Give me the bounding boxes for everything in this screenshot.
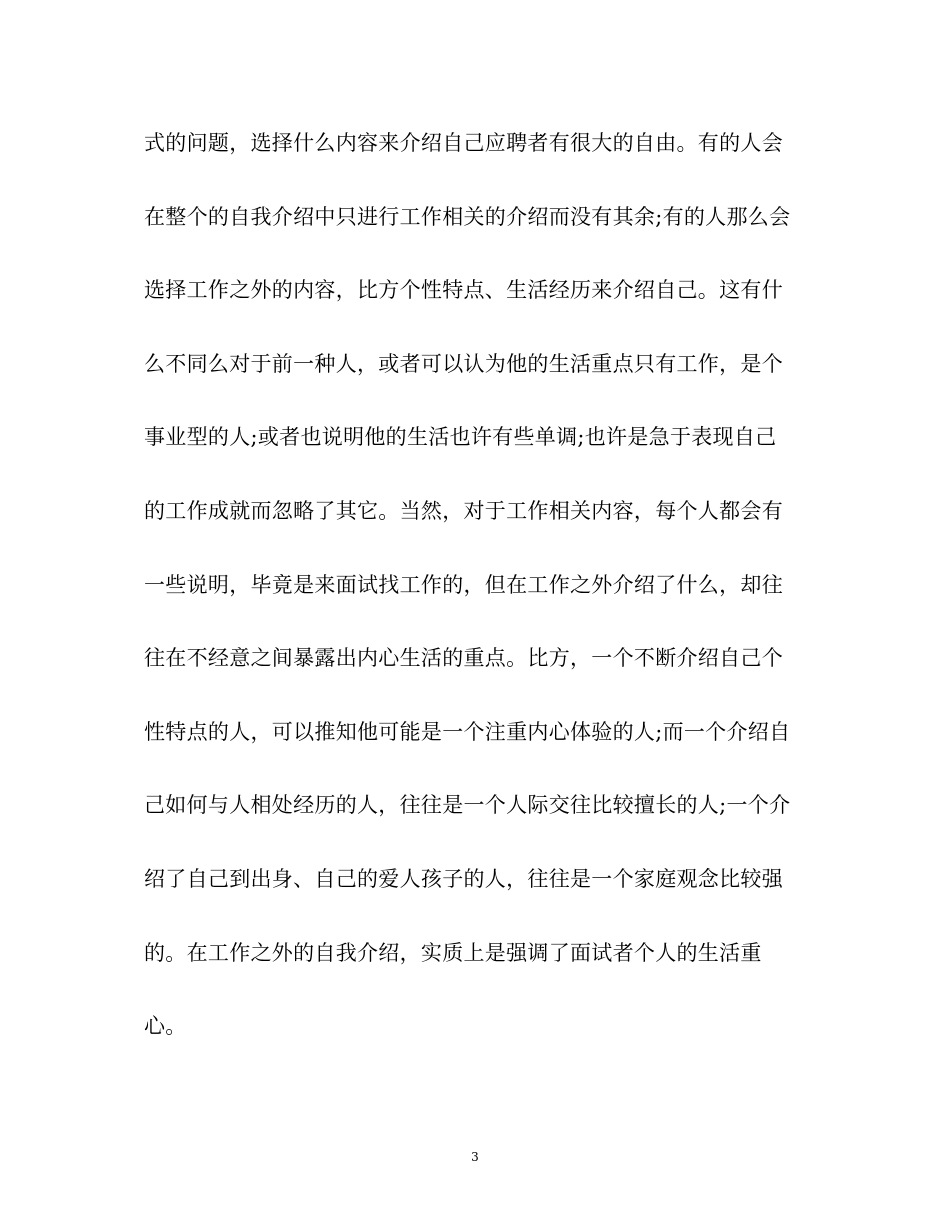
- body-text: [144, 118, 824, 1075]
- text-line: 选择工作之外的内容，比方个性特点、生活经历来介绍自己。这有什: [144, 278, 783, 303]
- text-line: 在整个的自我介绍中只进行工作相关的介绍而没有其余;有的人那么会: [144, 204, 791, 229]
- text-line: 的。在工作之外的自我介绍，实质上是强调了面试者个人的生活重: [144, 940, 762, 965]
- text-line: 式的问题，选择什么内容来介绍自己应聘者有很大的自由。有的人会: [144, 131, 783, 155]
- text-line: 往在不经意之间暴露出内心生活的重点。比方，一个不断介绍自己个: [144, 646, 783, 671]
- page-number: 3: [471, 1150, 479, 1164]
- text-line: 么不同么对于前一种人，或者可以认为他的生活重点只有工作，是个: [144, 351, 783, 376]
- text-line: 的工作成就而忽略了其它。当然，对于工作相关内容，每个人都会有: [144, 498, 783, 523]
- text-line: 事业型的人;或者也说明他的生活也许有些单调;也许是急于表现自己: [144, 425, 777, 450]
- text-line: 心。: [144, 1014, 187, 1039]
- text-line: 己如何与人相处经历的人，往往是一个人际交往比较擅长的人;一个介: [144, 793, 791, 818]
- text-line: 一些说明，毕竟是来面试找工作的，但在工作之外介绍了什么，却往: [144, 572, 783, 597]
- text-line: 性特点的人，可以推知他可能是一个注重内心体验的人;而一个介绍自: [144, 719, 791, 744]
- text-line: 绍了自己到出身、自己的爱人孩子的人，往往是一个家庭观念比较强: [144, 866, 783, 891]
